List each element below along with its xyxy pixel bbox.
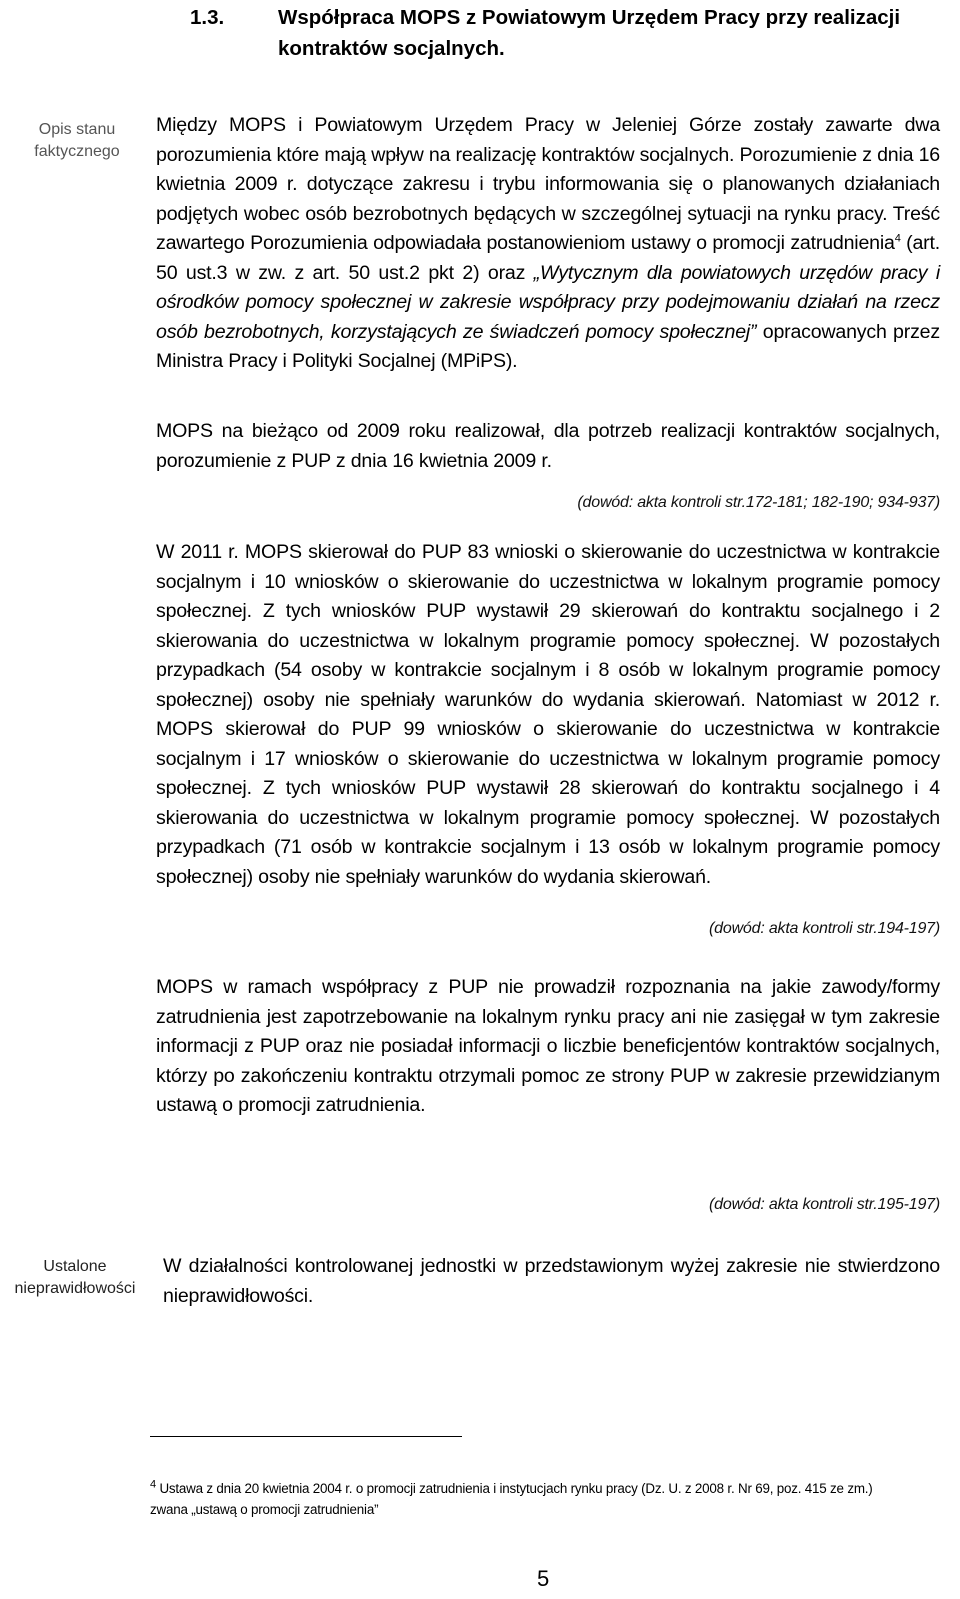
p2-text: MOPS na bieżąco od 2009 roku realizował, dla potrzeb realizacji kontraktów socjalnych, porozumienie z PUP z dnia 16 kwietnia 2009 r. <box>156 420 940 472</box>
footnote-number: 4 <box>150 1478 156 1491</box>
evidence-note-2: (dowód: akta kontroli str.194-197) <box>709 920 940 937</box>
margin-label-facts-line2: faktycznego <box>34 143 120 160</box>
p1-text-c: opracowanych przez Ministra Pracy i Polityki Socjalnej (MPiPS). <box>156 320 940 372</box>
margin-label-irregularities-line1: Ustalone <box>43 1258 107 1275</box>
margin-label-irregularities <box>0 1256 150 1300</box>
p1-text-b: (art. 50 ust.3 w zw. z art. 50 ust.2 pkt 2) oraz <box>156 232 940 284</box>
section-number: 1.3. <box>190 6 225 29</box>
margin-label-facts <box>12 119 142 163</box>
footnote-line2: zwana „ustawą o promocji zatrudnienia” <box>150 1502 379 1517</box>
section-title-line2: kontraktów socjalnych. <box>278 37 505 60</box>
footnote-ref: 4 <box>894 232 901 245</box>
evidence-note-1: (dowód: akta kontroli str.172-181; 182-190; 934-937) <box>577 494 940 511</box>
p3-text: W 2011 r. MOPS skierował do PUP 83 wnioski o skierowanie do uczestnictwa w kontrakcie socjalnym i 10 wniosków o skierowanie do uczestnictwa w lokalnym programie pomocy społecznej. Z tych wniosków PUP wystawił 29 skierowań do kontraktu socjalnego i 2 skierowania do uczestnictwa w lokalnym programie pomocy społecznej. W pozostałych przypadkach (54 osoby w kontrakcie socjalnym i 8 osób w lokalnym programie pomocy społecznej) osoby nie spełniały warunków do wydania skierowań. Natomiast w 2012 r. MOPS skierował do PUP 99 wniosków o skierowanie do uczestnictwa w kontrakcie socjalnym i 17 wniosków o skierowanie do uczestnictwa w lokalnym programie pomocy społecznej. Z tych wniosków PUP wystawił 28 skierowań do kontraktu socjalnego i 4 skierowania do uczestnictwa w lokalnym programie pomocy społecznej. W pozostałych przypadkach (71 osób w kontrakcie socjalnym i 13 osób w lokalnym programie pomocy społecznej) osoby nie spełniały warunków do wydania skierowań. <box>156 541 940 888</box>
margin-label-irregularities-line2: nieprawidłowości <box>14 1280 136 1297</box>
paragraph-referrals <box>156 538 940 892</box>
paragraph-labor-market <box>156 973 940 1121</box>
evidence-note-3: (dowód: akta kontroli str.195-197) <box>709 1196 940 1213</box>
page-number: 5 <box>537 1566 550 1591</box>
p1-guidelines-title: „Wytycznym dla powiatowych urzędów pracy i ośrodków pomocy społecznej w zakresie współpracy przy podejmowaniu działań na rzecz osób bezrobotnych, korzystających ze świadczeń pomocy społecznej” <box>156 261 940 343</box>
footnote <box>150 1478 950 1520</box>
section-title-line1: Współpraca MOPS z Powiatowym Urzędem Pracy przy realizacji <box>278 6 901 29</box>
paragraph-agreements <box>156 111 940 377</box>
section-heading <box>190 2 950 64</box>
footnote-line1: Ustawa z dnia 20 kwietnia 2004 r. o promocji zatrudnienia i instytucjach rynku pracy (Dz. U. z 2008 r. Nr 69, poz. 415 ze zm.) <box>155 1481 873 1496</box>
p1-text-a: Między MOPS i Powiatowym Urzędem Pracy w Jeleniej Górze zostały zawarte dwa porozumienia które mają wpływ na realizację kontraktów socjalnych. Porozumienie z dnia 16 kwietnia 2009 r. dotyczące zakresu i trybu informowania się o planowanych działaniach podjętych wobec osób bezrobotnych będących w szczególnej sytuacji na rynku pracy. Treść zawartego Porozumienia odpowiadała postanowieniom ustawy o promocji zatrudnienia <box>156 114 940 254</box>
margin-label-facts-line1: Opis stanu <box>38 121 116 138</box>
p5-text: W działalności kontrolowanej jednostki w przedstawionym wyżej zakresie nie stwierdzono nieprawidłowości. <box>163 1255 940 1307</box>
footnote-separator <box>150 1436 462 1437</box>
paragraph-findings <box>163 1252 940 1311</box>
p4-text: MOPS w ramach współpracy z PUP nie prowadził rozpoznania na jakie zawody/formy zatrudnienia jest zapotrzebowanie na lokalnym rynku pracy ani nie zasięgał w tym zakresie informacji z PUP oraz nie posiadał informacji o liczbie beneficjentów kontraktów socjalnych, którzy po zakończeniu kontraktu otrzymali pomoc ze strony PUP w zakresie przewidzianym ustawą o promocji zatrudnienia. <box>156 976 940 1116</box>
paragraph-ongoing-realization <box>156 417 940 476</box>
